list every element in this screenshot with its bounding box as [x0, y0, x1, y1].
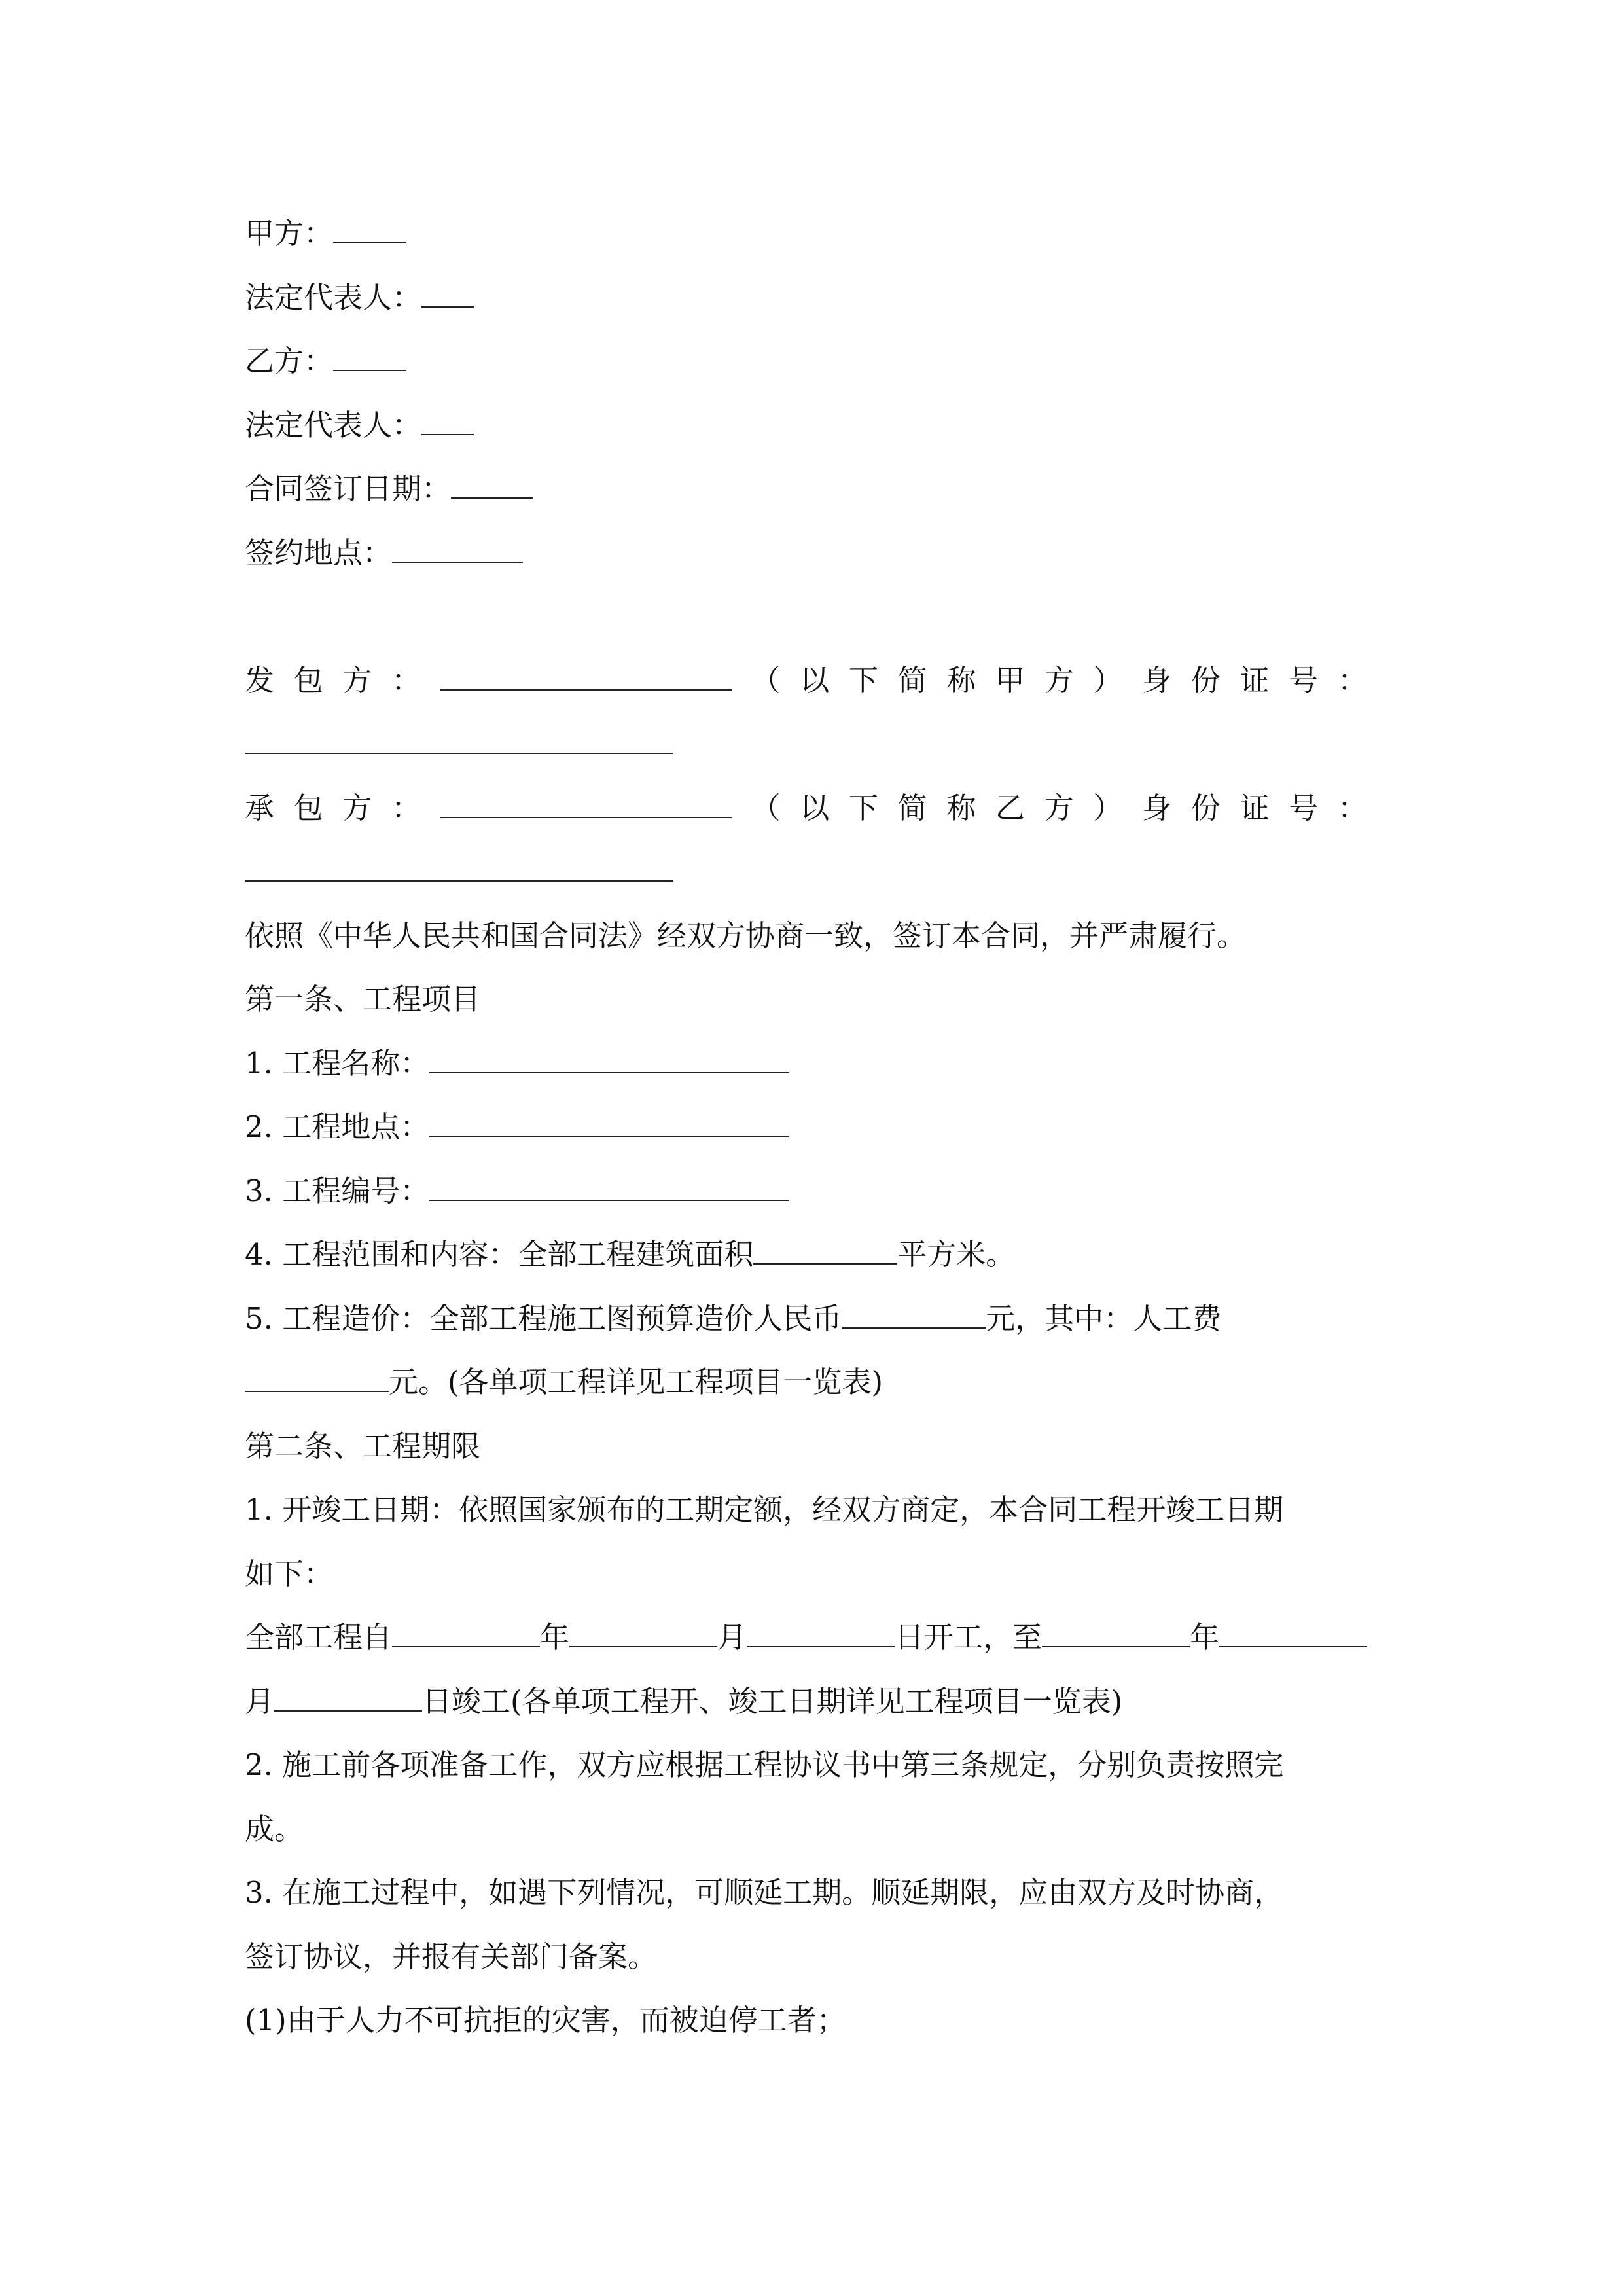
labor-cost-note: 元。(各单项工程详见工程项目一览表) — [389, 1365, 883, 1399]
year-label-2: 年 — [1190, 1620, 1220, 1655]
contractor-char: 份 — [1190, 790, 1221, 825]
project-number-blank — [429, 1174, 789, 1201]
dates-prefix: 全部工程自 — [245, 1620, 393, 1655]
employer-char: 包 — [293, 662, 323, 698]
employer-char: 身 — [1142, 662, 1172, 698]
project-scope-label: 4. 工程范围和内容：全部工程建筑面积 — [245, 1237, 754, 1272]
schedule-item-1: 1. 开竣工日期：依照国家颁布的工期定额，经双方商定，本合同工程开竣工日期 — [245, 1492, 1284, 1527]
schedule-dates-line — [245, 1605, 1383, 1670]
contractor-char: 方 — [342, 790, 372, 825]
total-cost-blank — [842, 1301, 986, 1329]
year-label: 年 — [540, 1620, 570, 1655]
party-a-rep-line — [245, 266, 1383, 330]
party-b-label: 乙方： — [245, 344, 334, 378]
party-a-rep-blank — [421, 280, 474, 308]
employer-char: 方 — [1044, 662, 1074, 698]
project-number-label: 3. 工程编号： — [245, 1173, 430, 1208]
employer-char: （ — [751, 662, 781, 698]
schedule-item-2-cont: 成。 — [245, 1811, 304, 1846]
contractor-char: 包 — [293, 790, 323, 825]
sign-date-label: 合同签订日期： — [245, 471, 452, 506]
party-a-blank — [333, 216, 406, 243]
project-location-blank — [429, 1109, 789, 1137]
end-day-blank — [274, 1684, 422, 1712]
employer-char: ） — [1093, 662, 1123, 698]
schedule-item-3-1: (1)由于人力不可抗拒的灾害，而被迫停工者； — [245, 2003, 846, 2037]
contractor-char: 称 — [946, 790, 976, 825]
intro-paragraph: 依照《中华人民共和国合同法》经双方协商一致，签订本合同，并严肃履行。 — [245, 918, 1247, 953]
employer-char: 份 — [1190, 662, 1221, 698]
employer-char: 简 — [897, 662, 927, 698]
spacer — [245, 584, 1383, 649]
sign-place-label: 签约地点： — [245, 535, 393, 570]
area-unit: 平方米。 — [897, 1237, 1016, 1272]
employer-char: 下 — [848, 662, 878, 698]
project-cost-label: 5. 工程造价：全部工程施工图预算造价人民币 — [245, 1300, 842, 1336]
schedule-item-3-cont: 签订协议，并报有关部门备案。 — [245, 1939, 658, 1974]
party-a-label: 甲方： — [245, 216, 334, 251]
article-2-title: 第二条、工程期限 — [245, 1428, 481, 1463]
contractor-char: 承 — [245, 790, 275, 825]
employer-id-line — [245, 712, 1383, 776]
month-label: 月 — [717, 1620, 747, 1655]
building-area-blank — [753, 1237, 897, 1265]
contractor-char: 以 — [800, 790, 830, 825]
project-name-line — [245, 1031, 1383, 1096]
month-label-2: 月 — [245, 1683, 275, 1719]
contractor-char: 下 — [848, 790, 878, 825]
schedule-item-1-cont: 如下： — [245, 1556, 334, 1591]
labor-cost-label: 元，其中：人工费 — [986, 1300, 1222, 1336]
contractor-char: ： — [1337, 790, 1367, 825]
contractor-char: （ — [751, 790, 781, 825]
sign-date-line — [245, 457, 1383, 521]
contractor-name-blank — [440, 791, 732, 818]
project-location-label: 2. 工程地点： — [245, 1109, 430, 1144]
contractor-char: 号 — [1289, 790, 1319, 825]
employer-char: 称 — [946, 662, 976, 698]
schedule-item-3: 3. 在施工过程中，如遇下列情况，可顺延工期。顺延期限，应由双方及时协商， — [245, 1875, 1284, 1910]
end-month-blank — [1219, 1620, 1367, 1647]
project-cost-line — [245, 1287, 1383, 1351]
contractor-char: 乙 — [995, 790, 1026, 825]
party-a-line — [245, 202, 1383, 266]
sign-place-line — [245, 521, 1383, 585]
employer-char: 证 — [1240, 662, 1270, 698]
contractor-char: 简 — [897, 790, 927, 825]
party-b-blank — [333, 344, 406, 371]
sign-date-blank — [451, 471, 533, 499]
schedule-dates-line-2 — [245, 1670, 1383, 1734]
employer-char: ： — [1337, 662, 1367, 698]
employer-char: 方 — [342, 662, 372, 698]
project-location-line — [245, 1095, 1383, 1159]
employer-char: 甲 — [995, 662, 1026, 698]
end-label: 日竣工(各单项工程开、竣工日期详见工程项目一览表) — [422, 1683, 1123, 1719]
contractor-char: ： — [391, 790, 421, 825]
sign-place-blank — [392, 535, 523, 563]
contractor-char: 方 — [1044, 790, 1074, 825]
contractor-char: ） — [1093, 790, 1123, 825]
contractor-id-line — [245, 840, 1383, 904]
project-name-blank — [429, 1046, 789, 1073]
employer-char: ： — [391, 662, 421, 698]
start-day-blank — [747, 1620, 895, 1647]
employer-line — [245, 649, 1367, 713]
start-label: 日开工，至 — [895, 1620, 1043, 1655]
party-b-rep-line — [245, 393, 1383, 457]
article-1-title: 第一条、工程项目 — [245, 982, 481, 1016]
contractor-char: 身 — [1142, 790, 1172, 825]
start-month-blank — [569, 1620, 717, 1647]
party-b-rep-blank — [421, 408, 474, 435]
employer-char: 号 — [1289, 662, 1319, 698]
employer-id-blank — [245, 726, 673, 754]
employer-name-blank — [440, 663, 732, 691]
project-number-line — [245, 1159, 1383, 1223]
contractor-line — [245, 776, 1367, 840]
party-a-rep-label: 法定代表人： — [245, 279, 422, 315]
employer-char: 发 — [245, 662, 275, 698]
employer-char: 以 — [800, 662, 830, 698]
project-scope-line — [245, 1223, 1383, 1287]
contractor-char: 证 — [1240, 790, 1270, 825]
party-b-line — [245, 329, 1383, 393]
contractor-id-blank — [245, 854, 673, 882]
start-year-blank — [392, 1620, 540, 1647]
project-name-label: 1. 工程名称： — [245, 1045, 430, 1081]
schedule-item-2: 2. 施工前各项准备工作，双方应根据工程协议书中第三条规定，分别负责按照完 — [245, 1748, 1284, 1782]
party-b-rep-label: 法定代表人： — [245, 407, 422, 442]
labor-cost-blank — [245, 1365, 389, 1392]
project-cost-line-2 — [245, 1350, 1383, 1414]
contract-body — [245, 202, 1383, 2053]
end-year-blank — [1042, 1620, 1190, 1647]
